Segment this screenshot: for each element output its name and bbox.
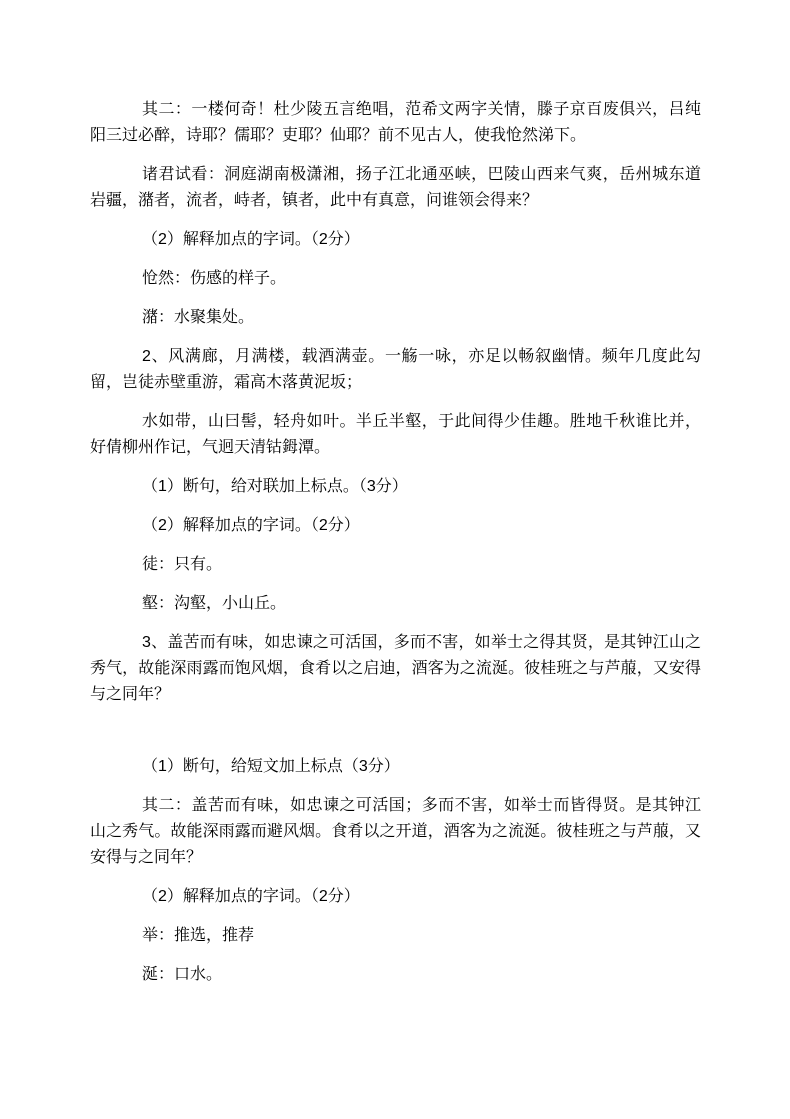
definition-tu: 徒：只有。 [142, 556, 223, 573]
question-punctuate-passage: （1）断句，给短文加上标点（3分） [142, 758, 400, 775]
exercise-3-passage: 3、盖苦而有味，如忠谏之可活国，多而不害，如举士之得其贤，是其钟江山之秀气，故能深雨露而饱风烟，食肴以之启迪，酒客为之流涎。彼桂班之与芦菔，又安得与之同年？ [90, 634, 701, 703]
couplet-part-two-text: 其二：一楼何奇！杜少陵五言绝唱，范希文两字关情，滕子京百废俱兴，吕纯阳三过必醉，诗耶？儒耶？吏耶？仙耶？前不见古人，使我怆然涕下。 [90, 101, 701, 144]
definition-chuangran: 怆然：伤感的样子。 [142, 270, 287, 287]
exercise-2-couplet-line-2: 水如带，山曰髻，轻舟如叶。半丘半壑，于此间得少佳趣。胜地千秋谁比并，好倩柳州作记，气迥天清钴鉧潭。 [90, 413, 701, 456]
definition-ju: 举：推选，推荐 [142, 927, 255, 944]
question-explain-words-3: （2）解释加点的字词。（2分） [142, 888, 360, 905]
definition-he: 壑：沟壑，小山丘。 [142, 595, 287, 612]
definition-xian: 涎：口水。 [142, 966, 223, 983]
question-explain-words-2: （2）解释加点的字词。（2分） [142, 517, 360, 534]
exercise-2-couplet-line-1: 2、风满廊，月满楼，载酒满壶。一觞一咏，亦足以畅叙幽情。频年几度此勾留，岂徒赤壁重游，霜高木落黄泥坂； [90, 348, 701, 391]
document-content [90, 97, 701, 1001]
answer-part-two-passage: 其二：盖苦而有味，如忠谏之可活国；多而不害，如举士而皆得贤。是其钟江山之秀气。故能深雨露而避风烟。食肴以之开道，酒客为之流涎。彼桂班之与芦菔，又安得与之同年？ [90, 797, 701, 866]
question-explain-words-1: （2）解释加点的字词。（2分） [142, 231, 360, 248]
couplet-second-half-text: 诸君试看：洞庭湖南极潇湘，扬子江北通巫峡，巴陵山西来气爽，岳州城东道岩疆，潴者，流者，峙者，镇者，此中有真意，问谁领会得来？ [90, 166, 701, 209]
definition-zhu: 潴：水聚集处。 [142, 309, 255, 326]
question-punctuate-couplet: （1）断句，给对联加上标点。（3分） [142, 478, 408, 495]
